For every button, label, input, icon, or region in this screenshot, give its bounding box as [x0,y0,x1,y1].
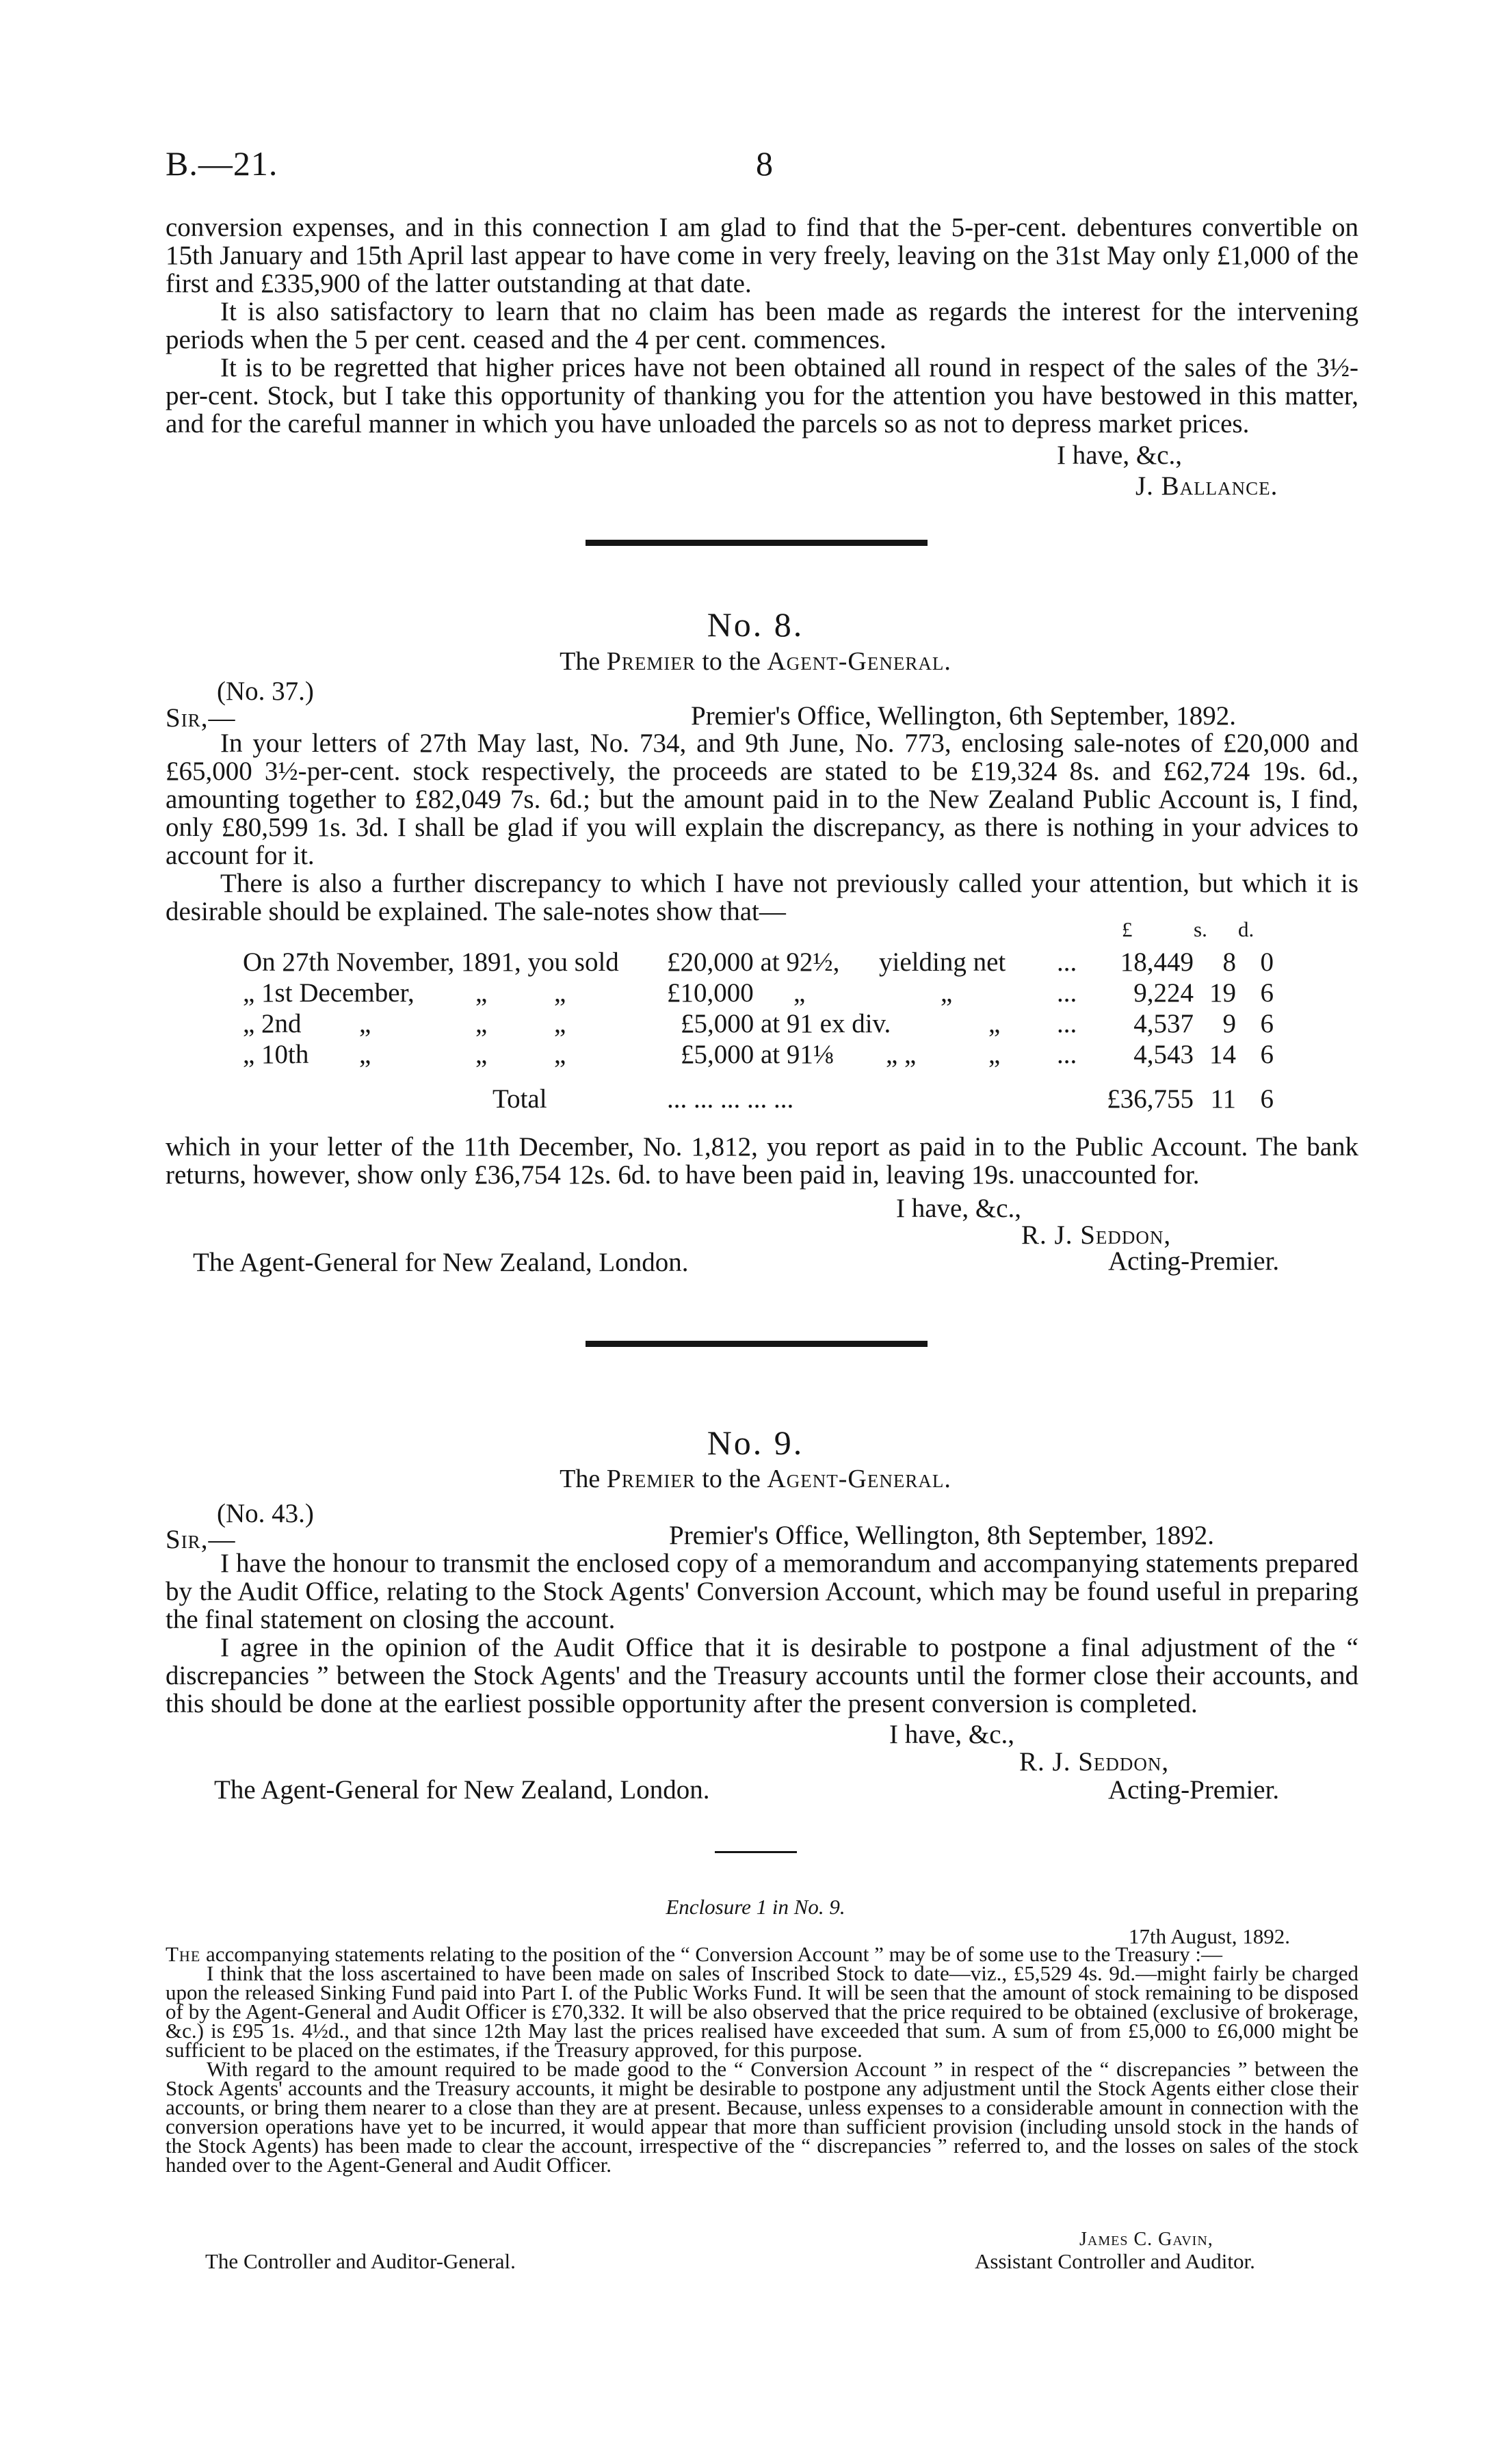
letter-number: No. 9. [707,1424,804,1462]
letter8-text [166,729,1358,926]
enclosure-paragraph: I think that the loss ascertained to have been made on sales of Inscribed Stock to date—viz., £5,529 4s. 9d.—might fairly be charged upon the released Sinking Fund paid into Part I. of the Public Works Fund. It will be seen that the amount of stock remaining to be disposed of by the Agent-General and Audit Officer is £70,332. It will be also observed that the price required to be obtained (exclusive of brokerage, &c.) is £95 1s. 4½d., and that since 12th May last the prices realised have exceeded that sum. A sum of from £5,000 to £6,000 might be sufficient to be placed on the estimates, if the Treasury approved, for this purpose. [166,1961,1358,2062]
subtitle-the: The [560,647,601,676]
sale-date: On 27th November, 1891, you sold [243,947,619,977]
total-pence: 6 [1260,1084,1274,1114]
sale-desc: „ [941,978,953,1008]
letter8-closing: I have, &c., [896,1194,1022,1223]
shillings-value: 19 [1209,978,1236,1008]
table-row [243,978,1274,1008]
leader-dots: ... [1057,978,1077,1008]
sale-date: „ 10th „ „ „ [243,1040,566,1069]
enclosure-lead: The accompanying statements relating to the position of the “ Conversion Account ” may be of some use to the Treasury :— [166,1942,1222,1966]
subtitle-to-word: to the [702,647,761,676]
total-shillings: 11 [1210,1084,1236,1114]
enclosure-signature: James C. Gavin, [1079,2229,1213,2250]
sale-date: „ 1st December, „ „ [243,978,566,1008]
pence-value: 6 [1260,1040,1274,1069]
subtitle-from: Premier [606,647,696,676]
pounds-value: 4,543 [1133,1040,1194,1069]
letter-reference: (No. 37.) [217,677,314,706]
pounds-value: 9,224 [1133,978,1194,1008]
letter8-addressee: The Agent-General for New Zealand, London. [193,1248,689,1277]
pence-header: d. [1238,917,1254,941]
enclosure-addressee: The Controller and Auditor-General. [205,2249,516,2273]
table-row [243,947,1274,978]
shillings-value: 9 [1222,1009,1236,1038]
pence-value: 0 [1260,947,1274,977]
subtitle-to: Agent-General. [767,1465,951,1493]
intro-paragraph: conversion expenses, and in this connection I am glad to find that the 5-per-cent. debentures convertible on 15th January and 15th April last appear to have come in very freely, leaving on the 31st May only £1,000 of the first and £335,900 of the latter outstanding at that date. [166,213,1358,298]
letter8-paragraph: In your letters of 27th May last, No. 734, and 9th June, No. 773, enclosing sale-notes of £20,000 and £65,000 3½-per-cent. stock respectively, the proceeds are stated to be £19,324 8s. and £62,724 19s. 6d., amounting together to £82,049 7s. 6d.; but the amount paid in to the New Zealand Public Account is, I find, only £80,599 1s. 3d. I shall be glad if you will explain the discrepancy, as there is nothing in your advices to account for it. [166,729,1358,870]
letter8-after-text [166,1133,1358,1189]
letter9-closing: I have, &c., [889,1720,1015,1749]
letter9-signature: R. J. Seddon, [1019,1747,1170,1777]
sale-amount: £20,000 at 92½, [667,947,840,977]
enclosure-title: Assistant Controller and Auditor. [975,2249,1255,2273]
enclosure-text [166,1942,1358,2177]
page-series-code: B.—21. [166,144,278,183]
table-row [243,1008,1274,1039]
subtitle-the: The [560,1465,601,1493]
pence-value: 6 [1260,978,1274,1008]
letter8-signature: R. J. Seddon, [1021,1220,1172,1250]
pounds-header: £ [1122,917,1133,941]
salutation: Sir,— [166,1525,236,1554]
letter9-paragraph: I have the honour to transmit the enclosed copy of a memorandum and accompanying statements prepared by the Audit Office, relating to the Stock Agents' Conversion Account, which may be found useful in preparing the final statement on closing the account. [166,1549,1358,1634]
total-label: Total [492,1084,547,1114]
section-divider [586,540,928,546]
sale-desc: yielding net [879,947,1006,977]
shillings-value: 14 [1209,1040,1236,1069]
letter8-title: Acting-Premier. [1108,1246,1280,1276]
enclosure-heading: Enclosure 1 in No. 9. [666,1895,845,1919]
sales-table [243,947,1274,1114]
table-row [243,1039,1274,1070]
shillings-value: 8 [1222,947,1236,977]
sale-amount: £5,000 at 91 ex div. „ [681,1009,1001,1038]
subtitle-to-word: to the [702,1465,761,1493]
pounds-value: 18,449 [1120,947,1194,977]
total-dots: ... ... ... ... ... [667,1084,794,1114]
shillings-header: s. [1194,917,1207,941]
place-date: Premier's Office, Wellington, 6th September, 1892. [691,701,1236,731]
subtitle-from: Premier [606,1465,696,1493]
letter-number: No. 8. [707,605,804,644]
letter8-after-paragraph: which in your letter of the 11th December, No. 1,812, you report as paid in to the Public Account. The bank returns, however, show only £36,754 12s. 6d. to have been paid in, leaving 19s. unaccounted for. [166,1132,1358,1190]
short-divider [715,1851,797,1853]
sale-amount: £5,000 at 91⅛ „ „ „ [681,1040,1001,1069]
section-divider [586,1341,928,1347]
intro-paragraph: It is also satisfactory to learn that no claim has been made as regards the interest for the intervening periods when the 5 per cent. ceased and the 4 per cent. commences. [166,297,1358,354]
table-total-row [243,1084,1274,1114]
pence-value: 6 [1260,1009,1274,1038]
leader-dots: ... [1057,947,1077,977]
page-number: 8 [756,144,774,183]
salutation: Sir,— [166,703,236,733]
place-date: Premier's Office, Wellington, 8th September, 1892. [669,1521,1214,1550]
letter9-text [166,1549,1358,1718]
subtitle-to: Agent-General. [767,647,951,676]
leader-dots: ... [1057,1040,1077,1069]
letter9-paragraph: I agree in the opinion of the Audit Office that it is desirable to postpone a final adjustment of the “ discrepancies ” between the Stock Agents' and the Treasury accounts until the former close their accounts, and this should be done at the earliest possible opportunity after the present conversion is completed. [166,1633,1358,1718]
enclosure-date: 17th August, 1892. [1129,1924,1290,1948]
leader-dots: ... [1057,1009,1077,1038]
sale-amount: £10,000 „ [667,978,806,1008]
pounds-value: 4,537 [1133,1009,1194,1038]
letter8-paragraph: There is also a further discrepancy to which I have not previously called your attention, but which it is desirable should be explained. The sale-notes show that— [166,869,1358,926]
total-pounds: £36,755 [1107,1084,1194,1114]
letter-reference: (No. 43.) [217,1499,314,1528]
intro-closing: I have, &c., [1057,441,1183,470]
letter-subtitle [0,646,1511,677]
letter-subtitle [0,1464,1511,1494]
intro-signature: J. Ballance. [1135,471,1278,501]
letter9-title: Acting-Premier. [1108,1775,1280,1805]
intro-paragraph: It is to be regretted that higher prices have not been obtained all round in respect of the sales of the 3½-per-cent. Stock, but I take this opportunity of thanking you for the attention you have bestowed in this matter, and for the careful manner in which you have unloaded the parcels so as not to depress market prices. [166,353,1358,438]
sale-date: „ 2nd „ „ „ [243,1009,566,1038]
intro-text [166,213,1358,438]
letter9-addressee: The Agent-General for New Zealand, London. [214,1775,710,1805]
enclosure-paragraph: With regard to the amount required to be made good to the “ Conversion Account ” in respect of the “ discrepancies ” between the Stock Agents' accounts and the Treasury accounts, it might be desirable to postpone any adjustment until the Stock Agents either close their accounts, or bring them nearer to a close than they are at present. Because, unless expenses to a considerable amount in connection with the conversion operations have yet to be incurred, it would appear that more than sufficient provision (including unsold stock in the hands of the Stock Agents) has been made to clear the account, irrespective of the “ discrepancies ” referred to, and the losses on sales of the stock handed over to the Agent-General and Audit Officer. [166,2057,1358,2177]
